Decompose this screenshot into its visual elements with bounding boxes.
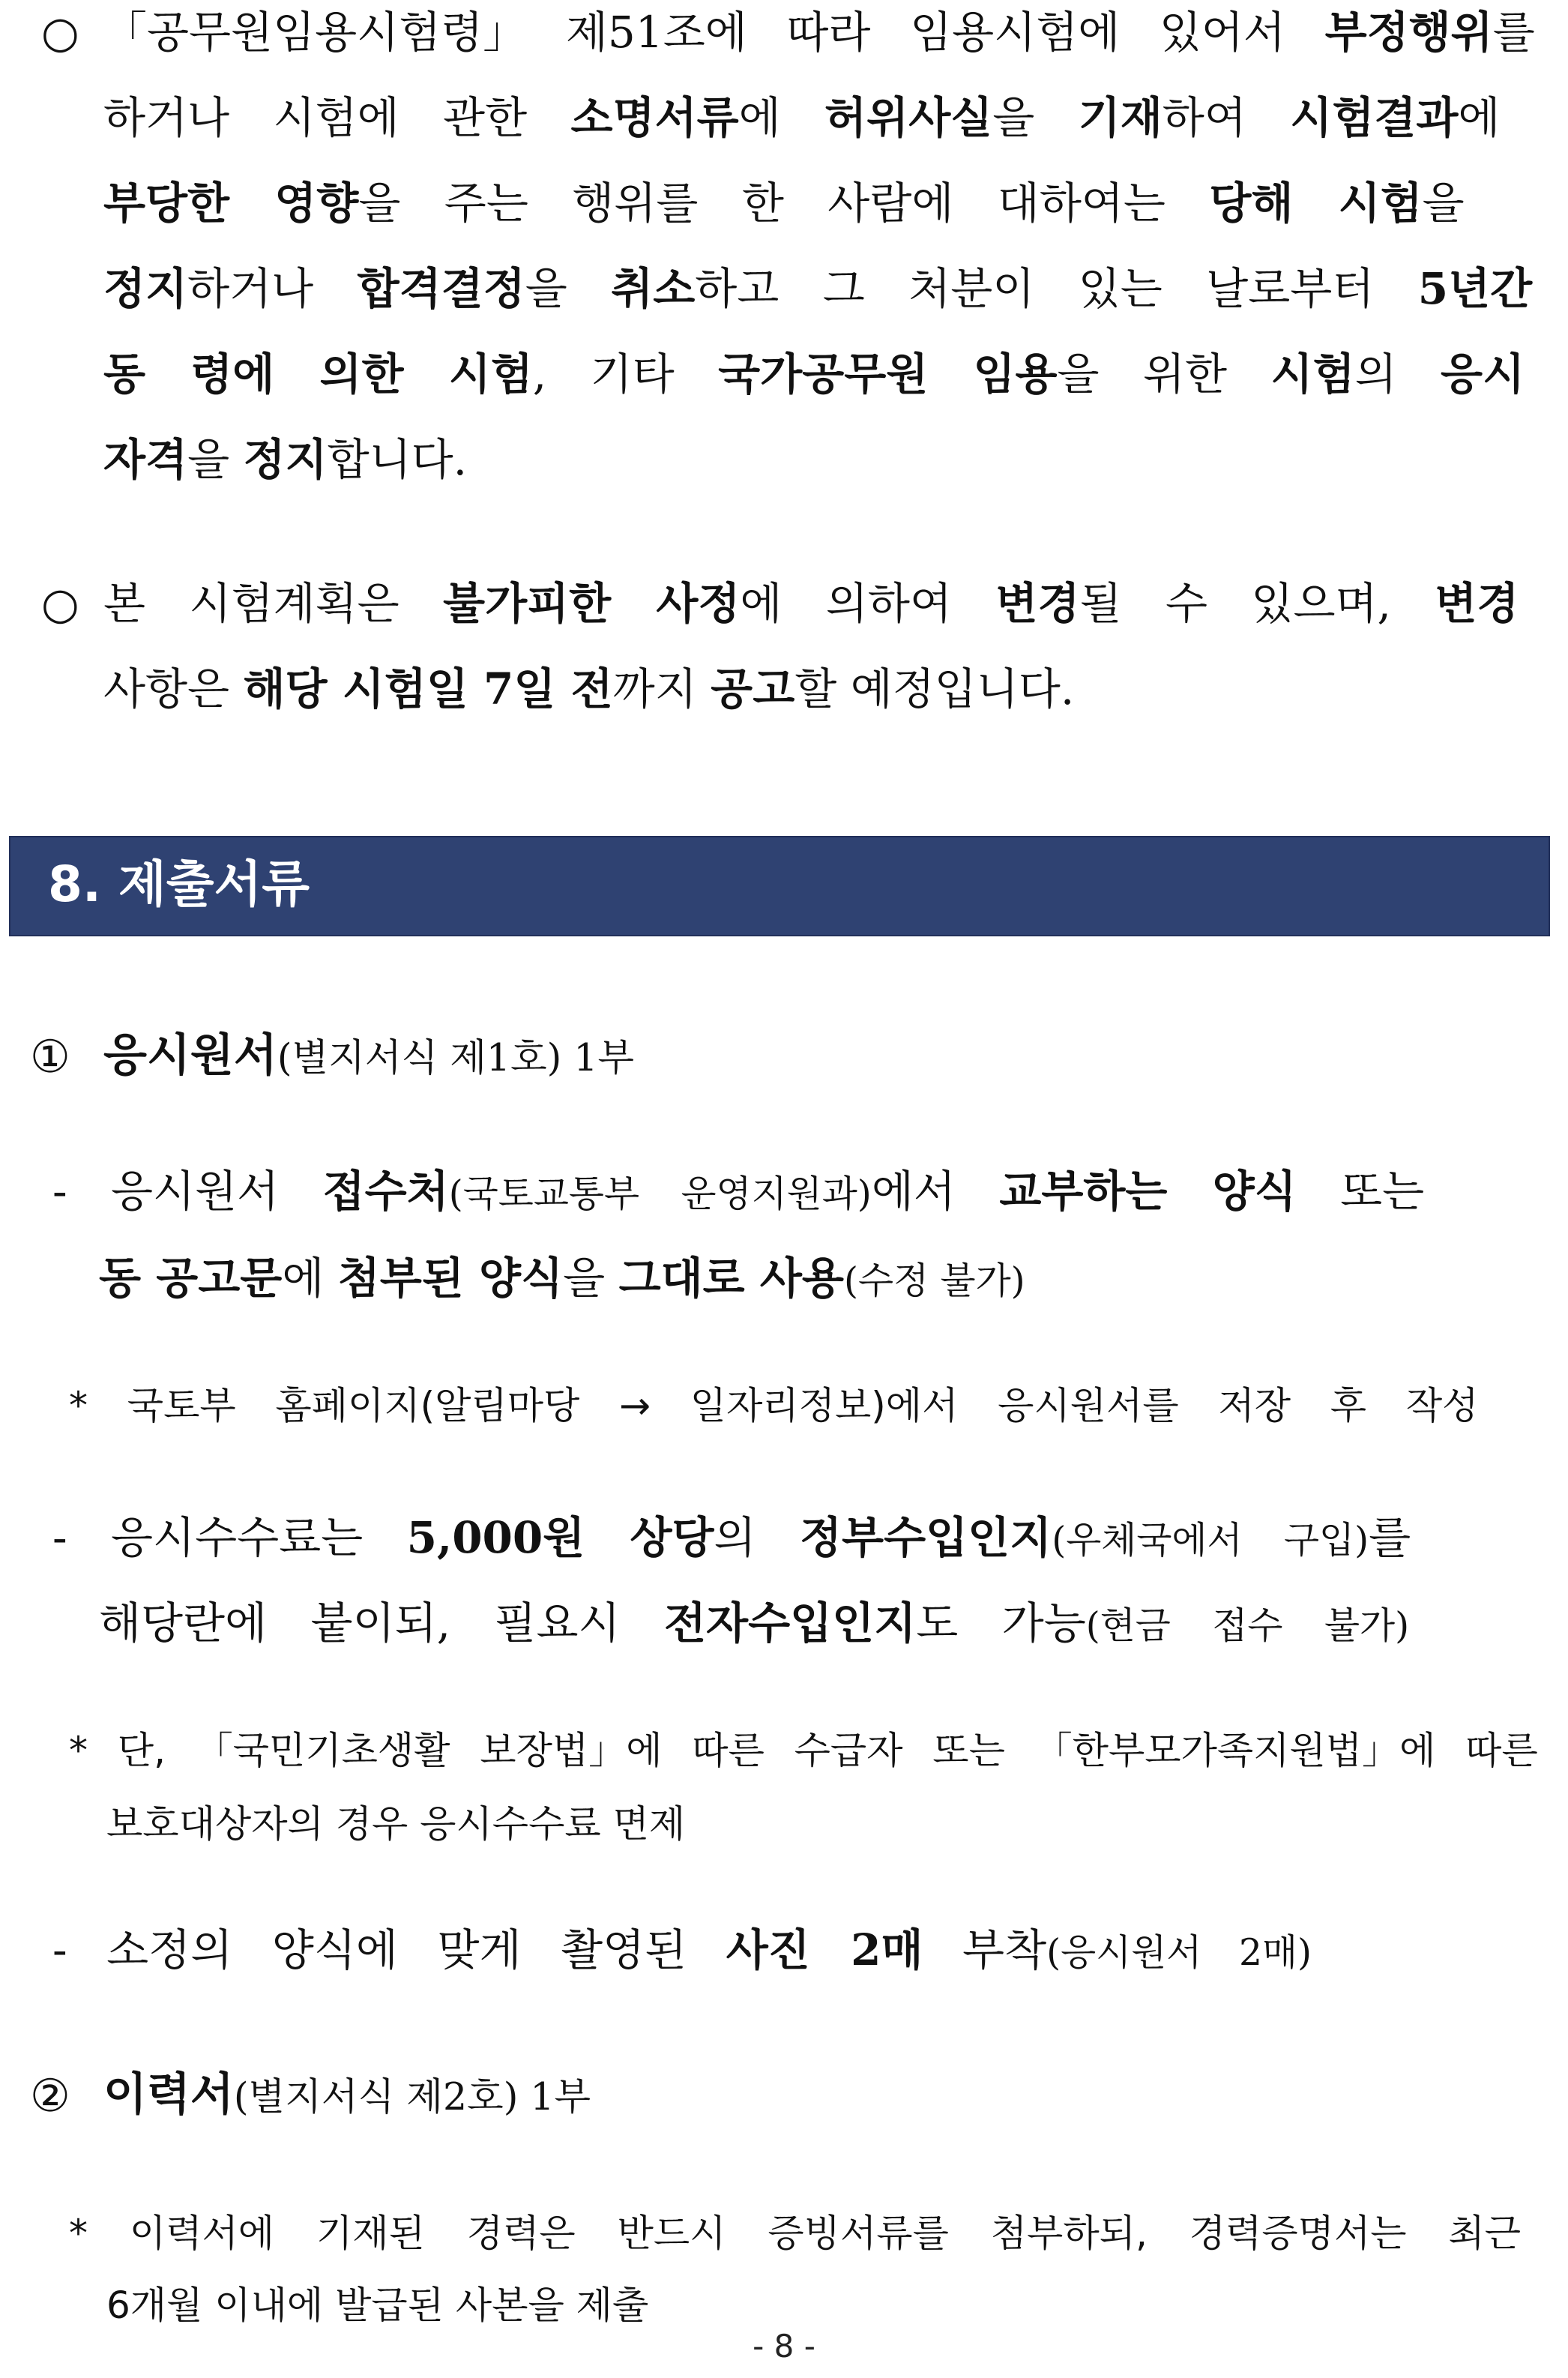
text-run: 6개월 이내에 발급된 사본을 제출 (106, 2284, 649, 2327)
bold-text: 이력서 (103, 2068, 234, 2121)
bold-text: 불가피한 사정 (443, 578, 741, 629)
text-run: 또는 (1296, 1166, 1425, 1217)
detail-line (52, 1512, 1411, 1563)
bold-text: 시험 (1270, 349, 1355, 400)
note-line (106, 2284, 649, 2327)
small-text: (별지서식 제2호) 1부 (233, 2074, 591, 2119)
bold-text: 취소 (611, 263, 696, 314)
text-run: 을 (563, 1253, 619, 1304)
bold-text: 변경 (1435, 578, 1519, 629)
bold-text: 기재 (1078, 92, 1163, 143)
text-run: 을 (525, 263, 612, 314)
bold-text: 동 령에 의한 시험 (103, 349, 533, 400)
text-run: 을 (187, 434, 244, 485)
detail-line (99, 1253, 1025, 1304)
bold-text: 당해 시험 (1209, 178, 1423, 229)
bold-text: 시험결과 (1290, 92, 1459, 143)
bold-text: 동 공고문 (99, 1253, 283, 1304)
section-title: 8. 제출서류 (48, 855, 310, 913)
text-run: 본 시험계획은 (103, 578, 444, 629)
text-run: 을 (1422, 178, 1465, 229)
bold-text: 접수처 (322, 1166, 449, 1217)
small-text: (국토교통부 운영지원과) (448, 1173, 872, 1215)
text-run: 에 의하여 (740, 578, 996, 629)
text-run: 를 (1492, 7, 1535, 58)
bold-text: 전자수입인지 (664, 1598, 917, 1649)
item-title (103, 1029, 635, 1082)
text-run: 할 예정입니다. (794, 663, 1075, 714)
bold-text: 정부수입인지 (800, 1512, 1052, 1563)
text-run: * 이력서에 기재된 경력은 반드시 증빙서류를 첨부하되, 경력증명서는 최근 (69, 2212, 1522, 2255)
text-run: 까지 (612, 663, 711, 714)
bold-text: 사진 2매 (726, 1924, 923, 1975)
text-run: 보호대상자의 경우 응시수수료 면제 (106, 1802, 686, 1846)
bold-text: 그대로 사용 (618, 1253, 844, 1304)
text-run: - 응시수수료는 (52, 1512, 407, 1563)
text-run: 될 수 있으며, (1079, 578, 1435, 629)
bold-text: 해당 시험일 7일 전 (243, 663, 613, 714)
text-run: 하거나 (187, 263, 358, 314)
section-heading-bar (9, 836, 1550, 936)
note-line (106, 1802, 686, 1846)
small-text: (현금 접수 불가) (1085, 1605, 1410, 1647)
bold-text: 정지 (243, 434, 328, 485)
small-text: (우체국에서 구입) (1052, 1520, 1369, 1562)
text-run: 해당란에 붙이되, 필요시 (99, 1598, 665, 1649)
detail-line (52, 1166, 1425, 1217)
text-run: - 소정의 양식에 맞게 촬영된 (52, 1924, 726, 1975)
paragraph-line (103, 663, 1075, 714)
bold-text: 허위사실 (824, 92, 993, 143)
bold-text: 응시원서 (103, 1029, 277, 1082)
text-run: 을 위한 (1057, 349, 1271, 400)
small-text: (별지서식 제1호) 1부 (277, 1035, 635, 1080)
text-run: , 기타 (532, 349, 719, 400)
text-run: 의 (1354, 349, 1441, 400)
text-run: 에 (1458, 92, 1501, 143)
paragraph-line (103, 349, 1525, 400)
text-run: 「공무원임용시험령」 제51조에 따라 임용시험에 있어서 (103, 7, 1325, 58)
page-number: - 8 - (753, 2328, 815, 2365)
small-text: (수정 불가) (843, 1260, 1025, 1302)
text-run: 에 (282, 1253, 338, 1304)
paragraph-line (103, 263, 1533, 314)
bold-text: 변경 (995, 578, 1080, 629)
bold-text: 국가공무원 임용 (718, 349, 1058, 400)
bold-text: 교부하는 양식 (999, 1166, 1297, 1217)
note-line (69, 1729, 1538, 1772)
text-run: - 응시원서 (52, 1166, 323, 1217)
bold-text: 소명서류 (570, 92, 739, 143)
detail-line (52, 1924, 1312, 1975)
item-title (103, 2068, 591, 2121)
bold-text: 합격결정 (357, 263, 525, 314)
small-text: (응시원서 2매) (1046, 1932, 1312, 1974)
bold-text: 자격 (103, 434, 188, 485)
note-line (69, 2212, 1522, 2255)
note-line (69, 1384, 1479, 1427)
bold-text: 5,000원 상당 (406, 1512, 714, 1563)
paragraph-line (103, 434, 468, 485)
bold-text: 5년간 (1417, 263, 1533, 314)
text-run: 도 가능 (916, 1598, 1086, 1649)
paragraph-line (103, 578, 1519, 629)
bold-text: 공고 (711, 663, 795, 714)
detail-line (99, 1598, 1410, 1649)
text-run: 합니다. (327, 434, 468, 485)
text-run: 에 (738, 92, 825, 143)
bold-text: 부정행위 (1324, 7, 1493, 58)
item-number: ② (30, 2070, 70, 2122)
bold-text: 정지 (103, 263, 188, 314)
bold-text: 응시 (1441, 349, 1525, 400)
text-run: 사항은 (103, 663, 244, 714)
text-run: * 국토부 홈페이지(알림마당 → 일자리정보)에서 응시원서를 저장 후 작성 (69, 1384, 1479, 1427)
bullet-marker: ○ (41, 7, 79, 58)
bullet-marker: ○ (41, 578, 79, 629)
item-number: ① (30, 1031, 70, 1083)
text-run: * 단, 「국민기초생활 보장법」에 따른 수급자 또는 「한부모가족지원법」에 따른 (69, 1729, 1538, 1772)
text-run: 의 (714, 1512, 800, 1563)
paragraph-line (103, 7, 1535, 58)
paragraph-line (103, 178, 1465, 229)
bold-text: 첨부된 양식 (337, 1253, 564, 1304)
text-run: 에서 (871, 1166, 1000, 1217)
text-run: 을 주는 행위를 한 사람에 대하여는 (358, 178, 1210, 229)
text-run: 하여 (1162, 92, 1291, 143)
bold-text: 부당한 영향 (103, 178, 359, 229)
text-run: 를 (1369, 1512, 1411, 1563)
paragraph-line (103, 92, 1501, 143)
text-run: 하거나 시험에 관한 (103, 92, 571, 143)
text-run: 을 (992, 92, 1079, 143)
text-run: 하고 그 처분이 있는 날로부터 (695, 263, 1418, 314)
text-run: 부착 (923, 1924, 1047, 1975)
